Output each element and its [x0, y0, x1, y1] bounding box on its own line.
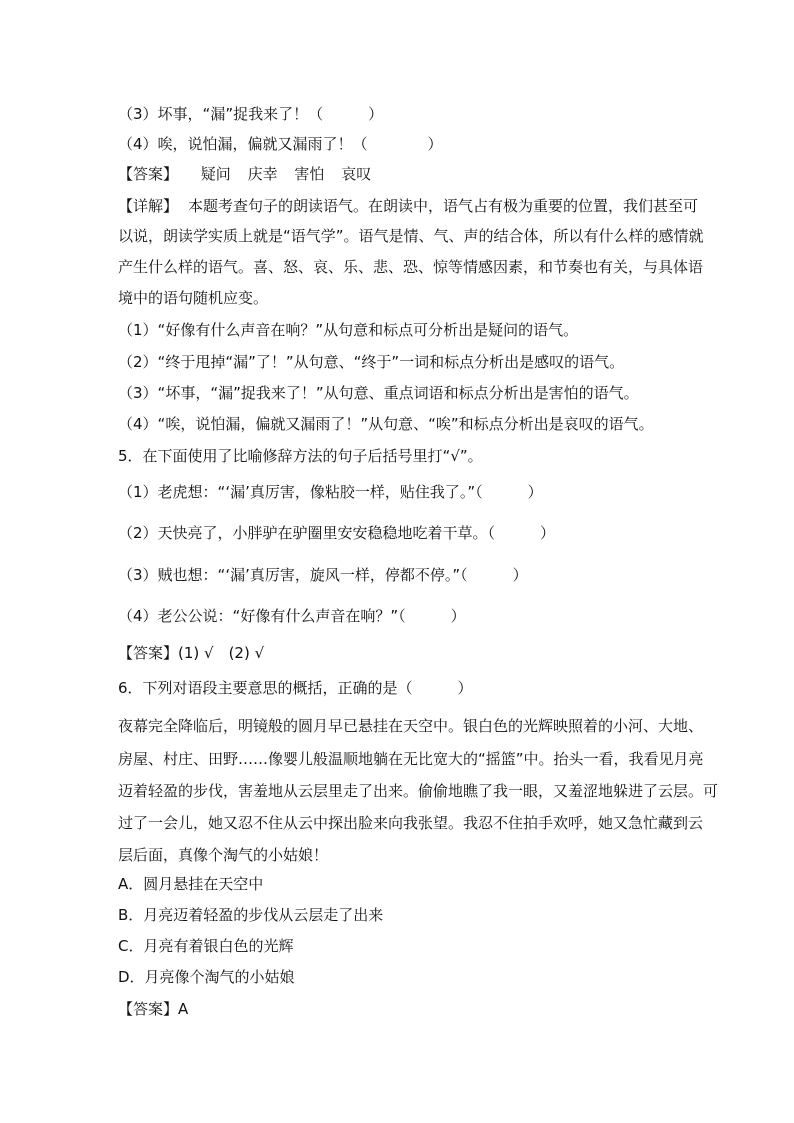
q6-answer: 【答案】A [118, 1000, 189, 1018]
q6-passage-line-2: 房屋、村庄、田野……像婴儿般温顺地躺在无比宽大的“摇篮”中。抬头一看，我看见月亮 [118, 750, 704, 768]
q4-detail-line-3: 产生什么样的语气。喜、怒、哀、乐、悲、恐、惊等情感因素，和节奏也有关，与具体语 [118, 258, 704, 276]
q4-detail-line-1: 【详解】 本题考查句子的朗读语气。在朗读中，语气占有极为重要的位置，我们甚至可 [118, 197, 699, 215]
answer-item: 害怕 [294, 165, 325, 183]
q5-item-2: （2）天快亮了，小胖驴在驴圈里安安稳稳地吃着干草。（ ） [118, 524, 556, 542]
q5-item-1: （1）老虎想：“‘漏’真厉害，像粘胶一样，贴住我了。”（ ） [118, 483, 543, 501]
q6-passage-line-1: 夜幕完全降临后，明镜般的圆月早已悬挂在天空中。银白色的光辉映照着的小河、大地、 [118, 717, 704, 735]
q5-stem: 5．在下面使用了比喻修辞方法的句子后括号里打“√”。 [118, 447, 483, 465]
answer-item: 哀叹 [341, 165, 372, 183]
answer-item: 庆幸 [247, 165, 278, 183]
q4-point-2: （2）“终于甩掉“漏”了！”从句意、“终于”一词和标点分析出是感叹的语气。 [118, 353, 625, 371]
q4-point-3: （3）“坏事，“漏”捉我来了！”从句意、重点词语和标点分析出是害怕的语气。 [118, 384, 639, 402]
q4-detail-line-2: 以说，朗读学实质上就是“语气学”。语气是情、气、声的结合体，所以有什么样的感情就 [118, 227, 704, 245]
answer-item: 疑问 [200, 165, 231, 183]
q6-option-b: B．月亮迈着轻盈的步伐从云层走了出来 [118, 906, 384, 924]
q6-stem: 6．下列对语段主要意思的概括，正确的是（ ） [118, 679, 473, 697]
q6-option-c: C．月亮有着银白色的光辉 [118, 937, 294, 955]
q6-passage-line-4: 过了一会儿，她又忍不住从云中探出脸来向我张望。我忍不住拍手欢呼，她又急忙藏到云 [118, 814, 704, 832]
q4-item-3: （3）坏事，“漏”捉我来了！（ ） [118, 105, 384, 123]
q4-point-1: （1）“好像有什么声音在响？”从句意和标点可分析出是疑问的语气。 [118, 321, 579, 339]
q4-answer [118, 164, 383, 184]
detail-tag: 【详解】 [118, 197, 179, 215]
q4-point-4: （4）“唉，说怕漏，偏就又漏雨了！”从句意、“唉”和标点分析出是哀叹的语气。 [118, 415, 654, 433]
q4-detail-line-4: 境中的语句随机应变。 [118, 289, 269, 307]
q6-option-a: A．圆月悬挂在天空中 [118, 875, 264, 893]
q5-item-4: （4）老公公说：“好像有什么声音在响？”（ ） [118, 607, 466, 625]
q6-passage-line-3: 迈着轻盈的步伐，害羞地从云层里走了出来。偷偷地瞧了我一眼，又羞涩地躲进了云层。可 [118, 782, 719, 800]
q6-option-d: D．月亮像个淘气的小姑娘 [118, 968, 295, 986]
q5-item-3: （3）贼也想：“‘漏’真厉害，旋风一样，停都不停。”（ ） [118, 566, 528, 584]
q4-item-4: （4）唉，说怕漏，偏就又漏雨了！（ ） [118, 135, 443, 153]
q5-answer: 【答案】(1) √ (2) √ [118, 644, 265, 662]
q6-passage-line-5: 层后面，真像个淘气的小姑娘！ [118, 846, 329, 864]
answer-tag: 【答案】 [118, 165, 179, 183]
